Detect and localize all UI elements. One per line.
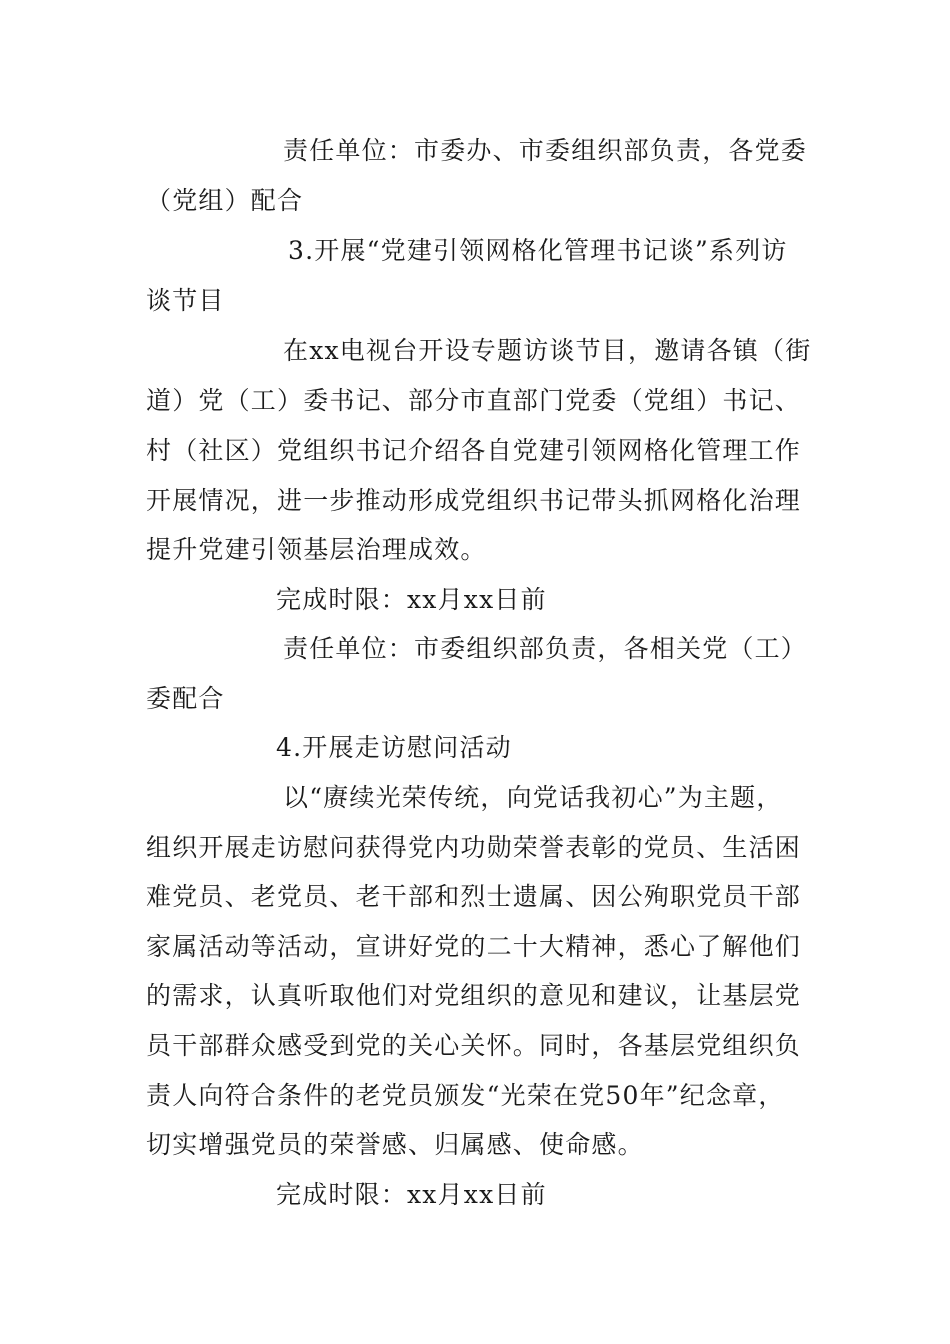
- section-heading: 3.开展“党建引领网格化管理书记谈”系列访: [288, 236, 788, 265]
- paragraph-line: 委配合: [146, 684, 225, 713]
- paragraph-line: 难党员、老党员、老干部和烈士遗属、因公殉职党员干部: [146, 882, 802, 911]
- paragraph-line: 开展情况，进一步推动形成党组织书记带头抓网格化治理: [146, 486, 802, 515]
- paragraph-line: 村（社区）党组织书记介绍各自党建引领网格化管理工作: [146, 436, 802, 465]
- paragraph-line: 在xx电视台开设专题访谈节目，邀请各镇（街: [283, 336, 812, 365]
- paragraph-line: 道）党（工）委书记、部分市直部门党委（党组）书记、: [146, 386, 802, 415]
- section-heading: 4.开展走访慰问活动: [276, 733, 512, 762]
- paragraph-line: 责人向符合条件的老党员颁发“光荣在党50年”纪念章，: [146, 1081, 785, 1110]
- paragraph-line: 责任单位：市委办、市委组织部负责，各党委: [283, 136, 808, 165]
- deadline-line: 完成时限：xx月xx日前: [276, 585, 547, 614]
- paragraph-line: 提升党建引领基层治理成效。: [146, 535, 487, 564]
- paragraph-line: 的需求，认真听取他们对党组织的意见和建议，让基层党: [146, 981, 802, 1010]
- paragraph-line: 组织开展走访慰问获得党内功勋荣誉表彰的党员、生活困: [146, 833, 802, 862]
- paragraph-line: （党组）配合: [146, 186, 304, 215]
- paragraph-line: 责任单位：市委组织部负责，各相关党（工）: [283, 634, 808, 663]
- paragraph-line: 切实增强党员的荣誉感、归属感、使命感。: [146, 1130, 644, 1159]
- paragraph-line: 家属活动等活动，宣讲好党的二十大精神，悉心了解他们: [146, 932, 802, 961]
- paragraph-line: 员干部群众感受到党的关心关怀。同时，各基层党组织负: [146, 1031, 802, 1060]
- deadline-line: 完成时限：xx月xx日前: [276, 1180, 547, 1209]
- section-heading: 谈节目: [146, 286, 225, 315]
- paragraph-line: 以“赓续光荣传统，向党话我初心”为主题，: [283, 783, 783, 812]
